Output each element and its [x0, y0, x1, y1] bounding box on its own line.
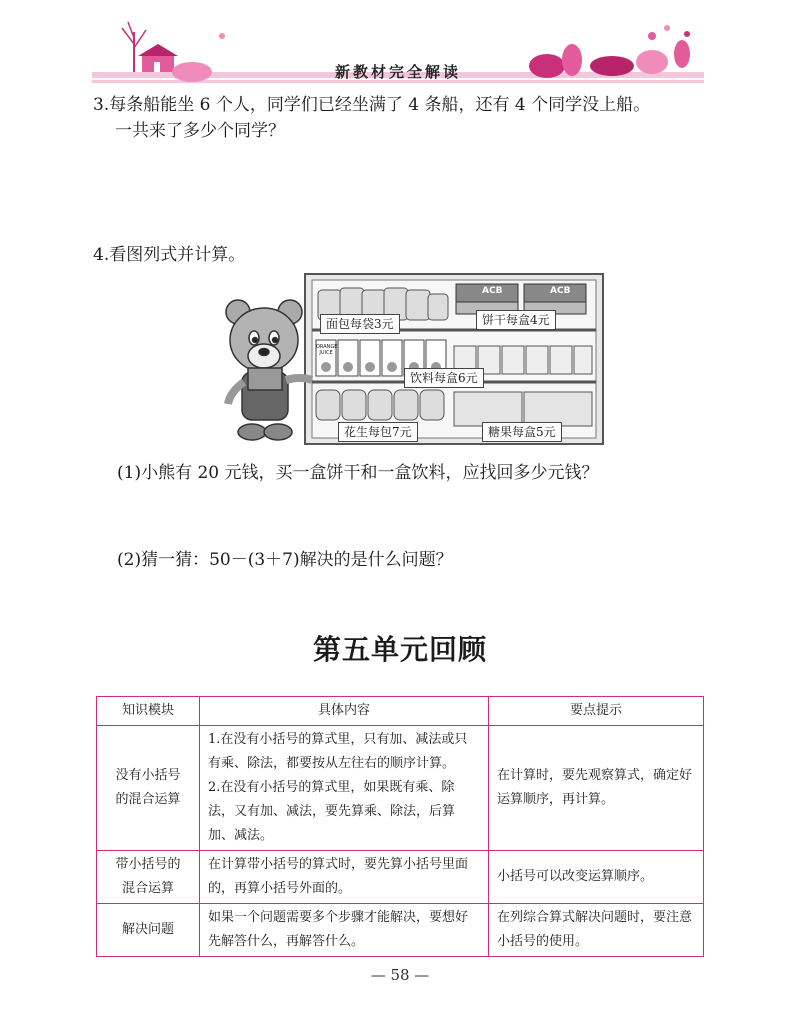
- question-3: [93, 92, 733, 144]
- question-4-title: 4.看图列式并计算。: [93, 245, 246, 265]
- question-3-line2: 一共来了多少个同学？: [115, 121, 285, 141]
- section-title: 第五单元回顾: [312, 633, 487, 666]
- peanut-price-label: 花生每包7元: [338, 422, 418, 442]
- header-title: 新教材完全解读: [334, 63, 461, 81]
- table-row: [97, 726, 704, 851]
- page-number: — 58 —: [370, 966, 430, 984]
- table-row: [97, 851, 704, 904]
- juice-brand-text: ORANGE JUICE: [316, 344, 338, 356]
- module-line: 带小括号的: [115, 857, 181, 872]
- biscuit-brand-text-2: ACB: [550, 286, 571, 296]
- module-cell: [97, 851, 200, 904]
- content-paragraph: 2.在没有小括号的算式里，如果既有乘、除法，又有加、减法，要先算乘、除法，后算加、减法。: [208, 780, 456, 843]
- content-cell: [200, 726, 489, 851]
- module-line: 混合运算: [121, 881, 174, 896]
- table-header-row: [97, 697, 704, 726]
- header-content: 具体内容: [200, 697, 489, 726]
- tip-cell: 小括号可以改变运算顺序。: [489, 851, 704, 904]
- shelf-and-bear-drawing: [220, 272, 605, 447]
- header-tips: 要点提示: [489, 697, 704, 726]
- biscuit-brand-text: ACB: [482, 286, 503, 296]
- question-4-part-2: (2)猜一猜：50－(3＋7)解决的是什么问题？: [117, 550, 453, 570]
- bread-price-label: 面包每袋3元: [320, 314, 400, 334]
- module-cell: 解决问题: [97, 904, 200, 957]
- tip-cell: 在计算时，要先观察算式，确定好运算顺序，再计算。: [489, 726, 704, 851]
- module-line: 的混合运算: [115, 792, 181, 807]
- unit-review-table: [96, 696, 704, 957]
- content-cell: 在计算带小括号的算式时，要先算小括号里面的，再算小括号外面的。: [200, 851, 489, 904]
- tip-cell: 在列综合算式解决问题时，要注意小括号的使用。: [489, 904, 704, 957]
- drink-price-label: 饮料每盒6元: [404, 368, 484, 388]
- question-3-line1: 3.每条船能坐 6 个人，同学们已经坐满了 4 条船，还有 4 个同学没上船。: [93, 95, 651, 115]
- header-module: 知识模块: [97, 697, 200, 726]
- module-cell: [97, 726, 200, 851]
- content-cell: 如果一个问题需要多个步骤才能解决，要想好先解答什么，再解答什么。: [200, 904, 489, 957]
- biscuit-price-label: 饼干每盒4元: [476, 310, 556, 330]
- content-paragraph: 1.在没有小括号的算式里，只有加、减法或只有乘、除法，都要按从左往右的顺序计算。: [208, 732, 468, 771]
- table-row: [97, 904, 704, 957]
- page-header: [92, 14, 704, 86]
- question-4-part-1: (1)小熊有 20 元钱，买一盒饼干和一盒饮料，应找回多少元钱？: [117, 463, 599, 483]
- shop-illustration: [220, 272, 605, 447]
- candy-price-label: 糖果每盒5元: [482, 422, 562, 442]
- module-line: 没有小括号: [115, 768, 181, 783]
